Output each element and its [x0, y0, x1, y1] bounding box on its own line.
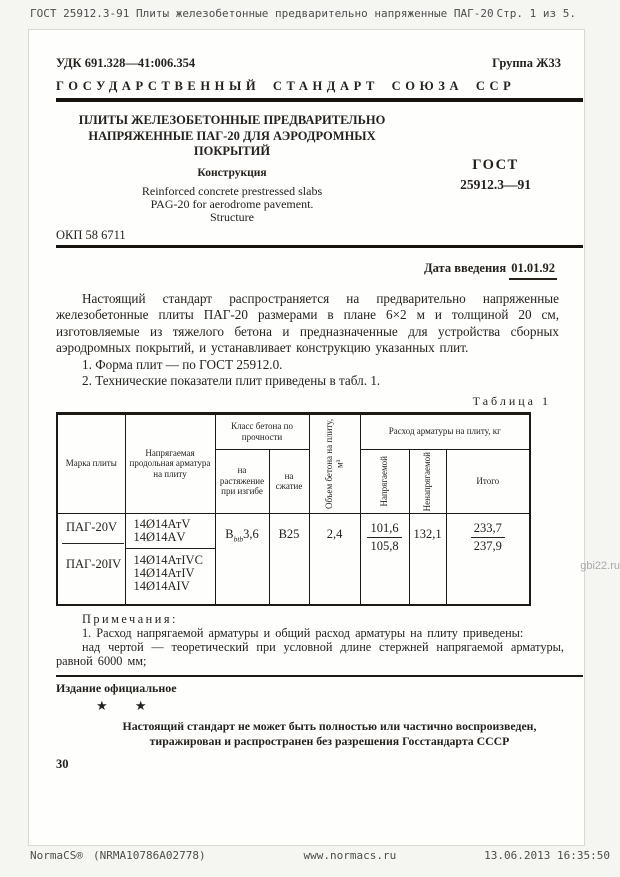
mark-over-line: ПАГ-20V	[62, 514, 124, 544]
col-header-compression: на сжатие	[269, 449, 309, 513]
col-header-prestressed: Напрягаемой	[360, 449, 409, 513]
okp-rule	[56, 245, 583, 248]
viewer-footer-url: www.normacs.ru	[303, 849, 397, 862]
cell-class-tension	[215, 513, 269, 605]
title-block	[56, 113, 583, 224]
title-en-line-1: Reinforced concrete prestressed slabs	[141, 183, 323, 198]
introduction-date	[56, 261, 583, 280]
cell-total	[446, 513, 530, 605]
copyright-notice	[56, 719, 583, 749]
copyright-line-2: тиражирован и распространен без разрешения Госстандарта СССР	[149, 734, 510, 749]
col-header-tension: на растяжение при изгибе	[215, 449, 269, 513]
note-1a: над чертой — теоретический при условной длине стержней напрягаемой арматуры, равной 6000 мм;	[56, 640, 564, 669]
cell-armature	[125, 513, 215, 605]
page-content	[56, 56, 583, 772]
armature-over-line: 14Ø14АтV 14Ø14АV	[126, 514, 215, 549]
prestressed-fraction: $\frac{101,6}{105,8}$	[367, 522, 401, 553]
cell-class-compression: В25	[269, 513, 309, 605]
page-number: 30	[56, 757, 69, 772]
gost-number: 25912.3—91	[460, 177, 531, 192]
viewer-header	[30, 7, 576, 20]
cell-prestressed	[360, 513, 409, 605]
watermark: gbi22.ru	[580, 560, 620, 572]
col-header-non-prestressed: Ненапрягаемой	[409, 449, 446, 513]
edition-note: Издание официальное	[56, 681, 177, 696]
document-title	[56, 113, 408, 160]
col-header-mark: Марка плиты	[57, 413, 125, 513]
title-en-line-3: Structure	[210, 209, 254, 224]
col-header-armature: Напрягаемая продольная арматура на плиту	[125, 413, 215, 513]
copyright-line-1: Настоящий стандарт не может быть полностью или частично воспроизведен,	[122, 719, 537, 734]
col-header-total: Итого	[446, 449, 530, 513]
col-header-consumption: Расход арматуры на плиту, кг	[360, 413, 530, 449]
cell-volume: 2,4	[309, 513, 360, 605]
table-row	[57, 513, 530, 605]
date-label: Дата введения	[424, 260, 507, 275]
cell-non-prestressed: 132,1	[409, 513, 446, 605]
col-header-concrete-class: Класс бетона по прочности	[215, 413, 309, 449]
title-line-3: ПОКРЫТИЙ	[193, 144, 271, 158]
viewer-footer-brand: NormaCS® (NRMA10786A02778)	[30, 849, 206, 862]
mark-under-line: ПАГ-20IV	[66, 556, 122, 571]
udk-row	[56, 56, 583, 71]
notes-section	[56, 612, 564, 668]
armature-under-line: 14Ø14АтIVC 14Ø14АтIV 14Ø14АIV	[133, 552, 203, 593]
standard-heading: ГОСУДАРСТВЕННЫЙ СТАНДАРТ СОЮЗА ССР	[56, 79, 516, 93]
gost-label: ГОСТ	[472, 157, 519, 173]
group-code: Группа Ж33	[492, 56, 561, 70]
scanned-page	[28, 29, 585, 846]
viewer-footer-datetime: 13.06.2013 16:35:50	[484, 849, 610, 862]
clause-2: 2. Технические показатели плит приведены в табл. 1.	[82, 372, 381, 388]
clause-1: 1. Форма плит — по ГОСТ 25912.0.	[82, 356, 283, 372]
cell-mark	[57, 513, 125, 605]
title-left-column	[56, 113, 408, 224]
col-header-volume: Объем бетона на плиту, м³	[309, 413, 360, 513]
scope-paragraph: Настоящий стандарт распространяется на предварительно напряженные железобетонные плиты ПАГ-20 размерами в плане 6×2 м и толщиной 20 см, изготовляемые из тяжелого бетона и предназначенные для устройства сборных аэродромных покрытий, и устанавливает конструкцию указанных плит.	[56, 290, 559, 355]
stars-mark: ★ ★	[96, 698, 159, 714]
viewer-header-title: ГОСТ 25912.3-91 Плиты железобетонные предварительно напряженные ПАГ-20	[30, 7, 494, 20]
title-line-1: ПЛИТЫ ЖЕЛЕЗОБЕТОННЫЕ ПРЕДВАРИТЕЛЬНО	[78, 113, 386, 127]
viewer-header-page-indicator: Стр. 1 из 5.	[496, 7, 576, 20]
footer-rule	[56, 675, 583, 677]
viewer-footer	[30, 849, 610, 862]
note-1: 1. Расход напрягаемой арматуры и общий расход арматуры на плиту приведены:	[82, 626, 524, 641]
okp-code: ОКП 58 6711	[56, 227, 126, 242]
date-value: 01.01.92	[509, 261, 557, 280]
concrete-class-value: $В_{btb}3,6$	[225, 526, 259, 544]
notes-label: Примечания:	[82, 612, 178, 627]
table-caption: Таблица 1	[472, 393, 551, 408]
technical-parameters-table	[56, 412, 531, 607]
gost-designation	[408, 157, 583, 224]
document-title-english	[56, 185, 408, 224]
heading-rule	[56, 98, 583, 102]
title-line-2: НАПРЯЖЕННЫЕ ПАГ-20 ДЛЯ АЭРОДРОМНЫХ	[88, 128, 376, 143]
title-en-line-2: PAG-20 for aerodrome pavement.	[150, 196, 314, 211]
document-subtitle: Конструкция	[197, 166, 267, 179]
total-fraction: $\frac{233,7}{237,9}$	[471, 522, 505, 553]
udk-code: УДК 691.328—41:006.354	[56, 56, 196, 70]
